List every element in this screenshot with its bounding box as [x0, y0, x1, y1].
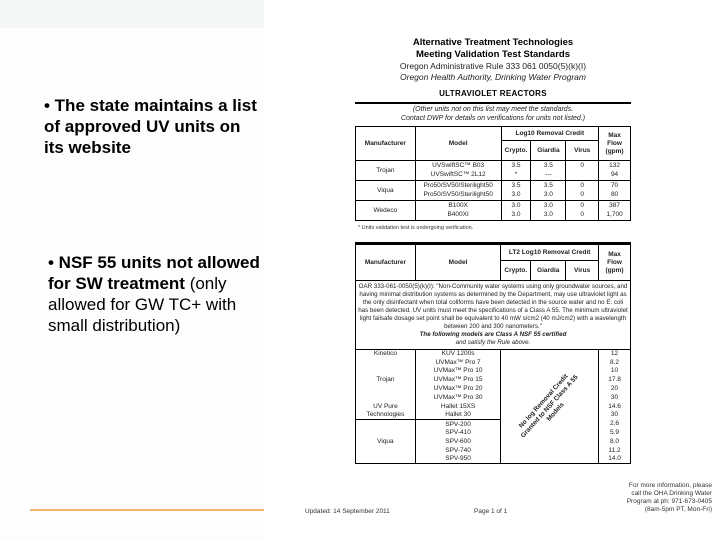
- th-model: Model: [415, 245, 500, 281]
- th-maxflow: Max Flow (gpm): [599, 127, 631, 161]
- cell-model: SPV-410: [415, 429, 500, 438]
- cell-flow: 1,700: [599, 211, 631, 221]
- cell-crypto: *: [501, 171, 531, 181]
- cell-flow: 30: [599, 411, 631, 420]
- table-row: [356, 181, 631, 191]
- th-virus: Virus: [566, 261, 599, 281]
- cell-mfr: [356, 385, 416, 394]
- rule-paragraph-cell: [356, 281, 631, 350]
- cell-model: UVSwiftSC™ B03: [415, 161, 501, 171]
- doc-note: [355, 105, 631, 123]
- cell-flow: 12: [599, 350, 631, 359]
- cell-flow: 70: [599, 181, 631, 191]
- note-line-2: Contact DWP for details on verifications for units not listed.): [400, 115, 586, 122]
- cell-virus: 0: [566, 211, 599, 221]
- th-maxflow: Max Flow (gpm): [599, 245, 631, 281]
- cell-flow: 17.8: [599, 376, 631, 385]
- accent-line: [30, 509, 264, 511]
- cell-model: UVMax™ Pro 10: [415, 367, 500, 376]
- cell-model: Pro50/SV50/Sterilight50: [415, 181, 501, 191]
- doc-rule: Oregon Administrative Rule 333 061 0050(5)(k)(I): [399, 61, 587, 71]
- cell-virus: [566, 171, 599, 181]
- cell-mfr: [356, 420, 416, 429]
- cell-mfr: [356, 429, 416, 438]
- cell-giardia: 3.0: [531, 201, 566, 211]
- cell-flow: 132: [599, 161, 631, 171]
- table-row: [356, 350, 631, 359]
- cell-model: Pro50/SV50/Sterilight50: [415, 191, 501, 201]
- cell-mfr: [356, 367, 416, 376]
- cell-mfr: Technologies: [356, 411, 416, 420]
- th-giardia: Giardia: [531, 261, 566, 281]
- footer-contact: [540, 482, 712, 514]
- cell-flow: 14.6: [599, 402, 631, 411]
- contact-line: call the OHA Drinking Water: [631, 490, 712, 497]
- cell-flow: 5.9: [599, 429, 631, 438]
- bullet-approved-units: • The state maintains a list of approved UV units on its website: [44, 96, 257, 157]
- bullet-nsf55-bold: • NSF 55 units not allowed for SW treatment: [48, 253, 260, 293]
- rule-text: OAR 333-061-0050(5)(k)(I): "Non-Community water systems using only groundwater sources, and having minimal distribution systems as determined by the Department, may use ultraviolet light as the only disinfectant when total coliforms have been detected in the source water and no E. coli has been detected. UV units must meet the specifications of a Class A 55. The minimum ultraviolet light failsafe dosage set point shall be equivalent to 40 mW s/cm2 (40 mJ/cm2) with a wavelength between 200 and 300 nanometers.": [358, 283, 628, 330]
- cell-model: UVMax™ Pro 30: [415, 393, 500, 402]
- cell-model: SPV-950: [415, 455, 500, 464]
- cell-virus: 0: [566, 191, 599, 201]
- th-crypto: Crypto.: [501, 141, 531, 161]
- cell-virus: 0: [566, 161, 599, 171]
- cell-model: SPV-740: [415, 446, 500, 455]
- cell-model: SPV-200: [415, 420, 500, 429]
- footer-updated: Updated: 14 September 2011: [305, 508, 390, 515]
- th-credit: Log10 Removal Credit: [501, 127, 599, 141]
- cell-flow: 2.6: [599, 420, 631, 429]
- footer-page: Page 1 of 1: [474, 508, 508, 515]
- cell-flow: 387: [599, 201, 631, 211]
- cell-model: UVMax™ Pro 15: [415, 376, 500, 385]
- credit-cell: [501, 350, 599, 464]
- cell-crypto: 3.5: [501, 181, 531, 191]
- cell-flow: 30: [599, 393, 631, 402]
- doc-section: ULTRAVIOLET REACTORS: [439, 89, 547, 98]
- bullet-nsf55-rest: (only allowed for GW TC+ with small distribution): [48, 274, 237, 335]
- cell-model: B400XI: [415, 211, 501, 221]
- cell-mfr: Viqua: [356, 437, 416, 446]
- cell-giardia: 3.5: [531, 181, 566, 191]
- cell-model: UVSwiftSC™ 2L12: [415, 171, 501, 181]
- cell-flow: 94: [599, 171, 631, 181]
- rule-emphasis-1: The following models are Class A NSF 55 certified: [419, 331, 567, 338]
- table1-footnote: * Units validation test is undergoing verification.: [358, 225, 474, 231]
- cell-giardia: 3.5: [531, 161, 566, 171]
- cell-mfr: Trojan: [356, 376, 416, 385]
- cell-giardia: 3.0: [531, 211, 566, 221]
- cell-crypto: 3.0: [501, 211, 531, 221]
- cell-crypto: 3.0: [501, 191, 531, 201]
- table-row: [356, 161, 631, 171]
- contact-line: Program at ph: 971-673-0405: [626, 498, 712, 505]
- th-model: Model: [415, 127, 501, 161]
- cell-flow: 11.2: [599, 446, 631, 455]
- cell-flow: 14.0: [599, 455, 631, 464]
- contact-line: (8am-5pm PT, Mon-Fri): [644, 506, 712, 513]
- cell-mfr: Viqua: [356, 181, 416, 201]
- cell-virus: 0: [566, 181, 599, 191]
- cell-model: KUV 1200s: [415, 350, 500, 359]
- cell-virus: 0: [566, 201, 599, 211]
- divider: [355, 102, 631, 104]
- cell-model: UVMax™ Pro 20: [415, 385, 500, 394]
- cell-mfr: [356, 358, 416, 367]
- cell-model: SPV-600: [415, 437, 500, 446]
- th-credit: LT2 Log10 Removal Credit: [501, 245, 599, 261]
- cell-model: B100X: [415, 201, 501, 211]
- cell-crypto: 3.0: [501, 201, 531, 211]
- no-credit-stamp: No log Removal Credit Granted to NSF Class A 55 Models: [517, 372, 580, 440]
- contact-line: For more information, please: [628, 482, 712, 489]
- uv-table-1: [355, 126, 631, 221]
- cell-mfr: UV Pure: [356, 402, 416, 411]
- cell-mfr: Kinetico: [356, 350, 416, 359]
- th-manufacturer: Manufacturer: [356, 127, 416, 161]
- cell-model: UVMax™ Pro 7: [415, 358, 500, 367]
- th-manufacturer: Manufacturer: [356, 245, 416, 281]
- rule-emphasis-2: and satisfy the Rule above.: [455, 339, 531, 346]
- cell-model: Hallet 15XS: [415, 402, 500, 411]
- cell-mfr: [356, 446, 416, 455]
- th-giardia: Giardia: [531, 141, 566, 161]
- cell-flow: 8.2: [599, 358, 631, 367]
- doc-title-2: Meeting Validation Test Standards: [416, 49, 570, 60]
- doc-agency: Oregon Health Authority, Drinking Water Program: [400, 72, 586, 82]
- th-virus: Virus: [566, 141, 599, 161]
- doc-title: [355, 37, 631, 61]
- cell-flow: 10: [599, 367, 631, 376]
- cell-giardia: 3.0: [531, 191, 566, 201]
- table-row: [356, 201, 631, 211]
- cell-model: Hallet 30: [415, 411, 500, 420]
- uv-table-2: [355, 244, 631, 464]
- cell-crypto: 3.5: [501, 161, 531, 171]
- cell-flow: 80: [599, 191, 631, 201]
- cell-flow: 20: [599, 385, 631, 394]
- slide-top-band: [0, 0, 264, 28]
- cell-giardia: ---: [531, 171, 566, 181]
- doc-title-1: Alternative Treatment Technologies: [412, 37, 574, 48]
- cell-mfr: Trojan: [356, 161, 416, 181]
- note-line-1: (Other units not on this list may meet the standards.: [412, 106, 574, 113]
- cell-mfr: [356, 393, 416, 402]
- cell-mfr: [356, 455, 416, 464]
- bullet-nsf55: [48, 252, 263, 336]
- cell-flow: 8.0: [599, 437, 631, 446]
- th-crypto: Crypto.: [501, 261, 531, 281]
- cell-mfr: Wedeco: [356, 201, 416, 221]
- rule-paragraph: [358, 281, 628, 349]
